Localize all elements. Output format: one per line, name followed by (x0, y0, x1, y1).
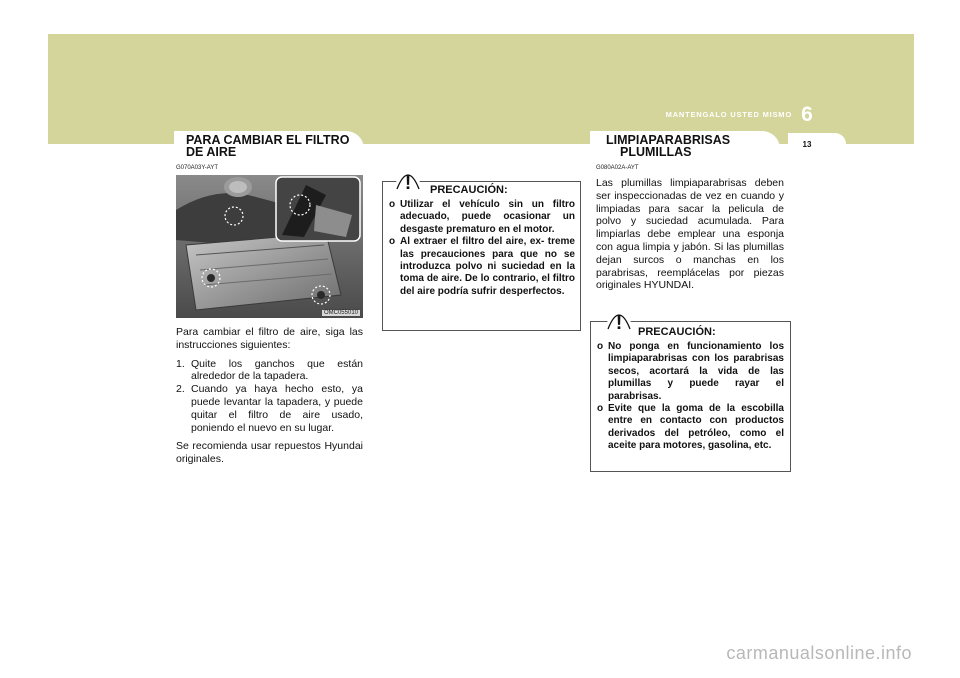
caution-heading-middle: PRECAUCIÓN: (430, 184, 508, 196)
left-title-line2: DE AIRE (186, 145, 237, 159)
left-outro: Se recomienda usar repuestos Hyundai originales. (176, 440, 363, 466)
caution-list-middle (389, 199, 575, 298)
right-section-code: G080A02A-AYT (596, 165, 639, 171)
left-intro: Para cambiar el filtro de aire, siga las instrucciones siguientes: (176, 326, 363, 351)
step-text: Cuando ya haya hecho esto, ya puede levantar la tapadera, y puede quitar el filtro de aire usado, poniendo el nuevo en su lugar. (191, 383, 363, 434)
caution-text: Evite que la goma de la escobilla entre en contacto con productos derivados del petróleo, como el aceite para motores, gasolina, etc. (608, 403, 784, 452)
list-item (176, 358, 363, 384)
right-section-body (596, 177, 784, 298)
bullet: o (389, 199, 396, 210)
right-title-line1: LIMPIAPARABRISAS (606, 133, 731, 147)
list-item (597, 341, 784, 403)
caution-text: Utilizar el vehículo sin un filtro adecuado, puede ocasionar un desgaste prematuro en el motor. (400, 199, 575, 235)
air-filter-photo (176, 175, 363, 318)
list-item (597, 403, 784, 453)
caution-list-right (597, 341, 784, 453)
step-text: Quite los ganchos que están alrededor de la tapadera. (191, 357, 363, 383)
warning-triangle-icon (389, 163, 427, 195)
watermark: carmanualsonline.info (726, 643, 912, 663)
step-number: 2. (176, 383, 185, 396)
warning-symbol: ! (615, 313, 623, 334)
list-item (389, 199, 575, 236)
right-body-text: Las plumillas limpiaparabrisas deben ser inspeccionadas de vez en cuando y limpiadas para sacar la pelicula de polvo y suciedad acumulada. Para limpiarlas debe emplear una esponja con agua limpia y jabón. Si las plumillas dejan surcos o manchas en los parabrisas, reemplácelas por piezas originales HYUNDAI. (596, 177, 784, 292)
engine-bay-illustration (176, 175, 363, 318)
left-section-body (176, 326, 363, 472)
left-section-title (186, 134, 361, 158)
caution-text: Al extraer el filtro del aire, ex- treme las precauciones para que no se introduzca polvo ni suciedad en la toma de aire. De lo contrario, el filtro del aire podría sufrir desperfectos. (400, 236, 575, 297)
left-section-code: G070A03Y-AYT (176, 165, 219, 171)
step-number: 1. (176, 357, 185, 370)
chapter-number: 6 (801, 103, 813, 126)
warning-triangle-icon (600, 303, 638, 335)
list-item (176, 383, 363, 434)
bullet: o (597, 403, 604, 415)
right-title-line2: PLUMILLAS (620, 145, 692, 159)
left-title-line1: PARA CAMBIAR EL FILTRO (186, 133, 350, 147)
caution-text: No ponga en funcionamiento los limpiaparabrisas con los parabrisas secos, acortará la vida de las plumillas y puede rayar el parabrisas. (608, 341, 784, 402)
page-number: 13 (802, 140, 812, 149)
right-section-title (606, 134, 776, 158)
chapter-title: MANTENGALO USTED MISMO (665, 110, 792, 119)
photo-code: OMC055010 (323, 310, 358, 316)
warning-symbol: ! (404, 173, 412, 194)
bullet: o (389, 236, 396, 248)
caution-heading-right: PRECAUCIÓN: (638, 326, 716, 338)
steps-list (176, 358, 363, 435)
list-item (389, 236, 575, 298)
bullet: o (597, 341, 604, 352)
